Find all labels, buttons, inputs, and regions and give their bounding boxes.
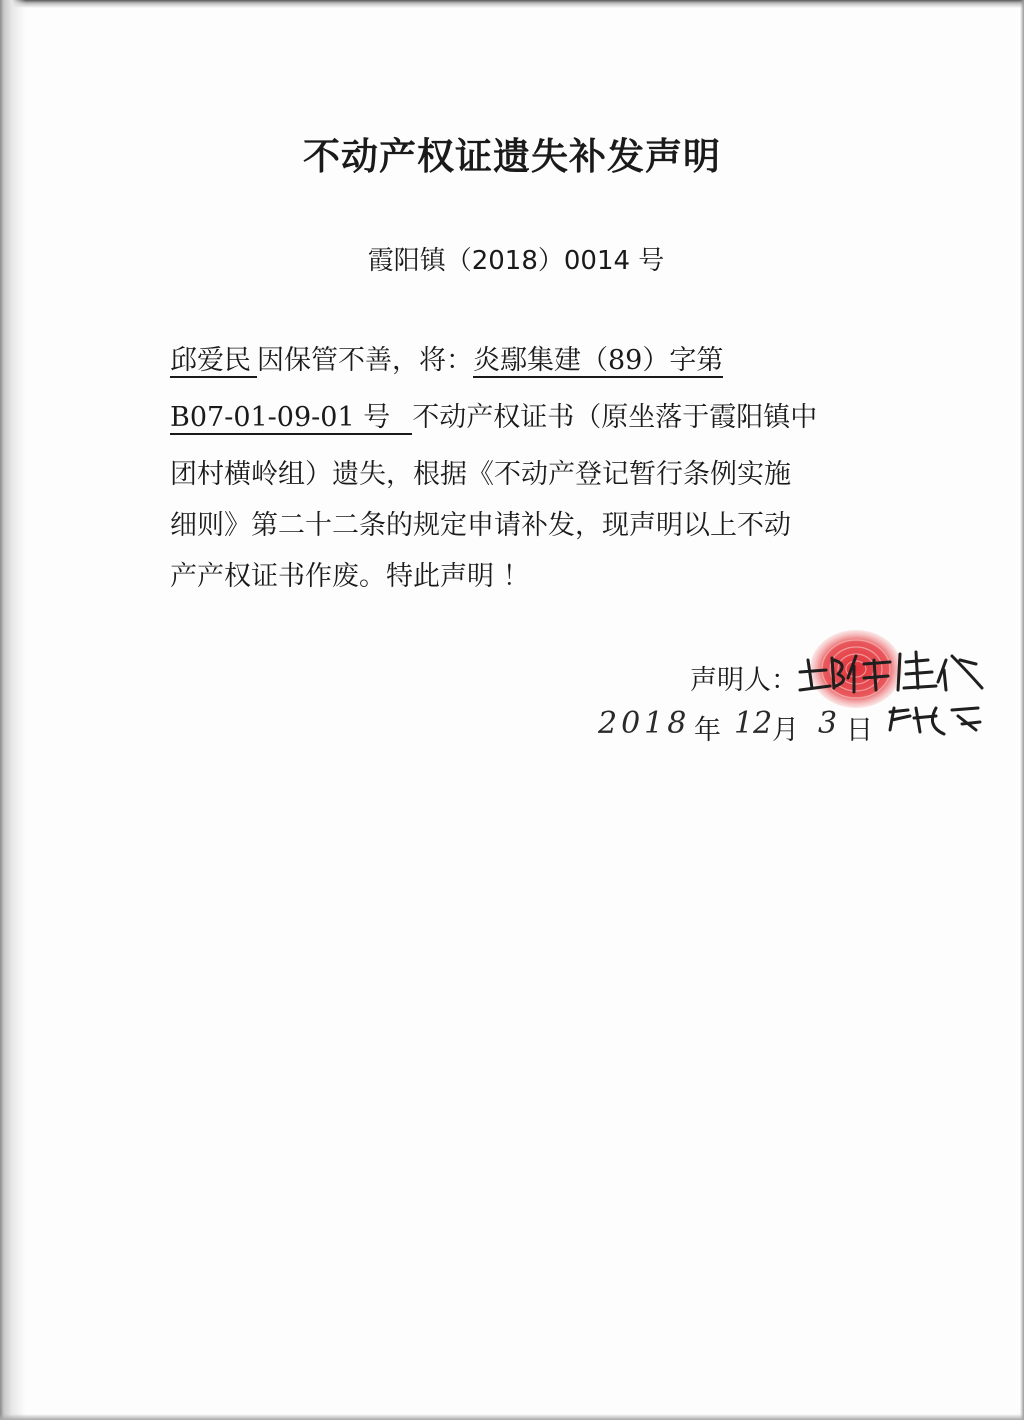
date-year-unit: 年 <box>694 715 721 746</box>
body-line-4: 细则》第二十二条的规定申请补发，现声明以上不动 <box>170 510 791 541</box>
applicant-name: 邱爱民 <box>170 346 257 378</box>
body-line-2 <box>170 401 817 435</box>
date-day-unit: 日 <box>846 715 873 746</box>
body-line-1 <box>170 344 723 378</box>
body-line-1-text: 因保管不善，将： <box>257 345 473 376</box>
scan-edge-right <box>1020 0 1024 1420</box>
scan-edge-left <box>0 0 26 1420</box>
body-line-5: 产产权证书作废。特此声明 ！ <box>170 561 530 592</box>
date-month: 12 <box>734 706 773 741</box>
certificate-number: B07-01-09-01 号 <box>170 403 412 435</box>
date-month-unit: 月 <box>772 715 799 746</box>
date-day: 3 <box>818 706 838 741</box>
document-number: 霞阳镇（2018）0014 号 <box>367 246 665 276</box>
declarant-label: 声明人： <box>690 665 798 696</box>
document-title: 不动产权证遗失补发声明 <box>303 135 721 178</box>
scan-edge-bottom <box>0 1414 1024 1420</box>
certificate-prefix: 炎鄢集建（89）字第 <box>473 345 724 376</box>
body-line-3: 团村横岭组）遗失，根据《不动产登记暂行条例实施 <box>170 459 791 490</box>
scan-edge-top <box>0 0 1024 8</box>
date-year: 2018 <box>598 706 691 741</box>
body-line-2-text: 不动产权证书（原坐落于霞阳镇中 <box>412 402 818 433</box>
